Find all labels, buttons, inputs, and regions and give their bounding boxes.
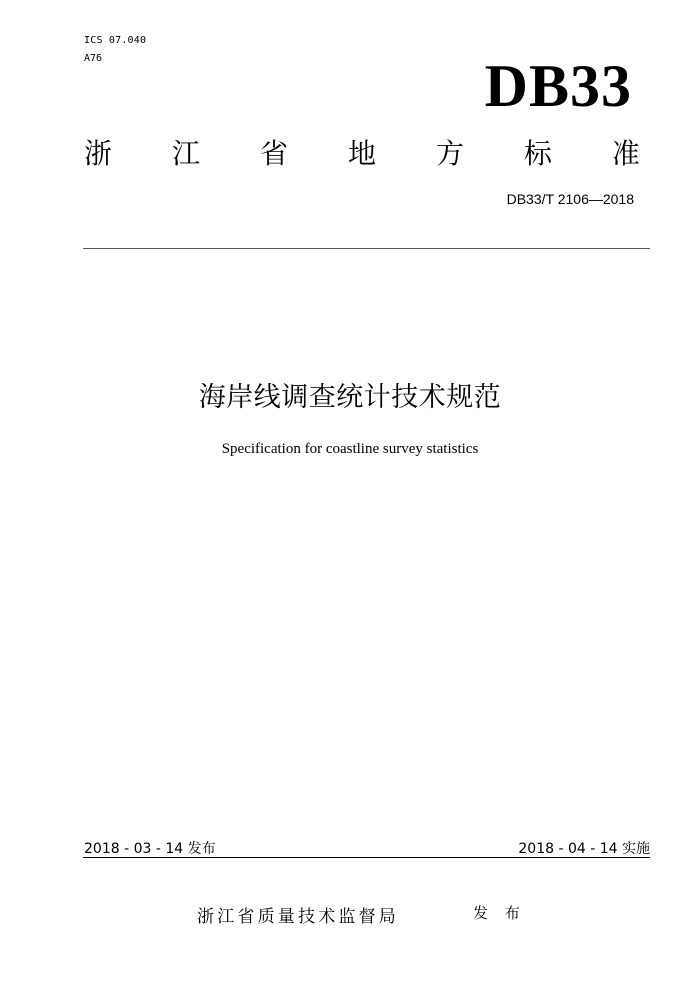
standard-type-char: 浙 — [84, 137, 113, 170]
document-title-chinese: 海岸线调查统计技术规范 — [198, 382, 502, 413]
issue-date: 2018 - 03 - 14 发布 — [84, 841, 216, 857]
standard-type-char: 地 — [347, 137, 376, 170]
standard-type-char: 准 — [611, 137, 640, 170]
standard-number: DB33/T 2106—2018 — [506, 191, 634, 207]
standard-type-char: 方 — [435, 137, 464, 170]
standard-type-char: 省 — [259, 137, 288, 170]
standard-mark: DB33 — [484, 53, 632, 119]
standard-type-char: 标 — [523, 137, 552, 170]
footer-divider — [83, 857, 650, 858]
header-divider — [83, 248, 650, 249]
document-title-english: Specification for coastline survey statistics — [221, 441, 479, 457]
standard-type-heading — [84, 134, 640, 174]
implementation-date: 2018 - 04 - 14 实施 — [518, 841, 650, 857]
issuing-authority: 浙江省质量技术监督局 — [197, 907, 399, 927]
ics-code: ICS 07.040 — [84, 35, 147, 46]
classification-code: A76 — [84, 53, 103, 64]
issued-label: 发 布 — [473, 904, 526, 922]
standard-type-char: 江 — [171, 137, 200, 170]
